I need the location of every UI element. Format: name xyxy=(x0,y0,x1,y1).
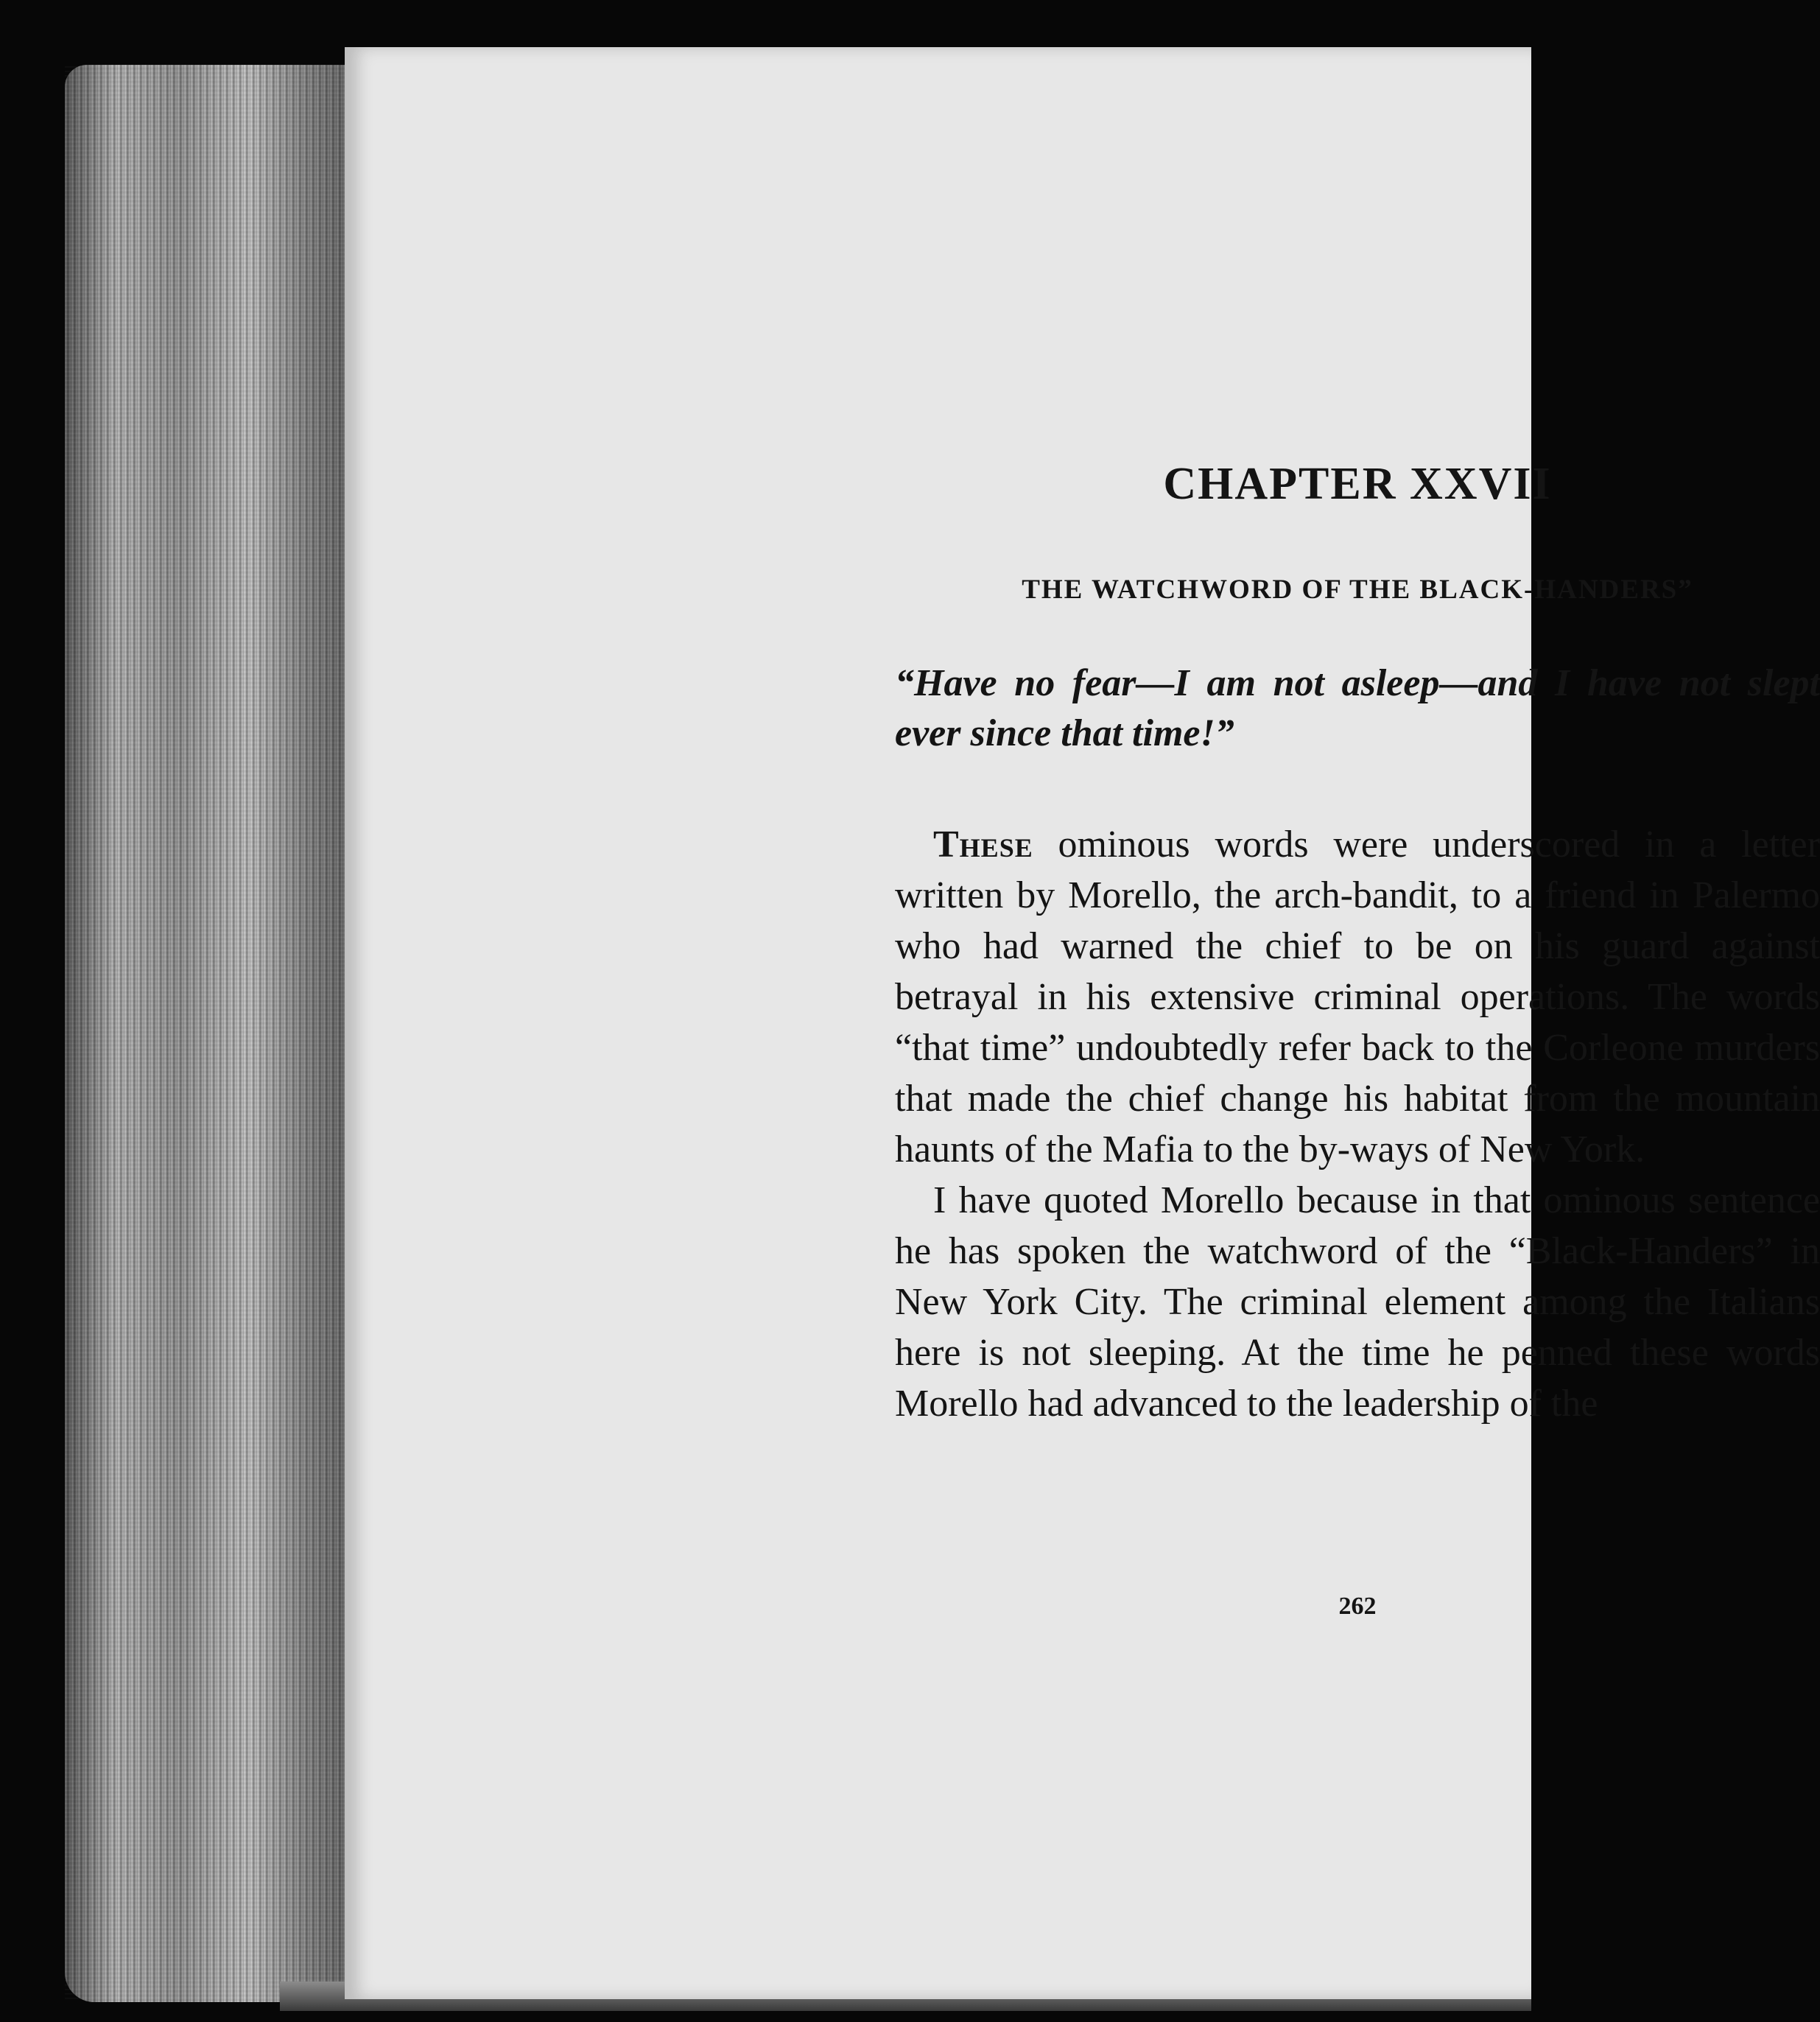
chapter-subtitle: THE WATCHWORD OF THE BLACK-HANDERS” xyxy=(1022,575,1693,605)
book-fore-edge xyxy=(65,65,348,2002)
paragraph-lead-word: These xyxy=(933,824,1033,866)
chapter-title: CHAPTER XXVII xyxy=(1163,459,1552,509)
paragraph-2 xyxy=(895,1175,1820,1429)
paragraph-text: ominous words were underscored in a letter written by Morello, the arch-bandit, to a friend in Palermo who had warned the chief to be on his guard against betrayal in his extensive criminal operations. The words “that time” undoubtedly refer back to the Corleone murders that made the chief change his habitat from the mountain haunts of the Mafia to the by-ways of New York. xyxy=(895,824,1820,1170)
body-text xyxy=(895,819,1820,1429)
book-page xyxy=(345,47,1820,1999)
page-number: 262 xyxy=(1338,1593,1377,1620)
paragraph-text: I have quoted Morello because in that ominous sentence he has spoken the watchword of the “Black-Handers” in New York City. The criminal element among the Italians here is not sleeping. At the time he penned these words Morello had advanced to the leadership of the xyxy=(895,1179,1820,1425)
epigraph: “Have no fear—I am not asleep—and I have not slept ever since that time!” xyxy=(895,662,1820,754)
paragraph-1 xyxy=(895,819,1820,1175)
